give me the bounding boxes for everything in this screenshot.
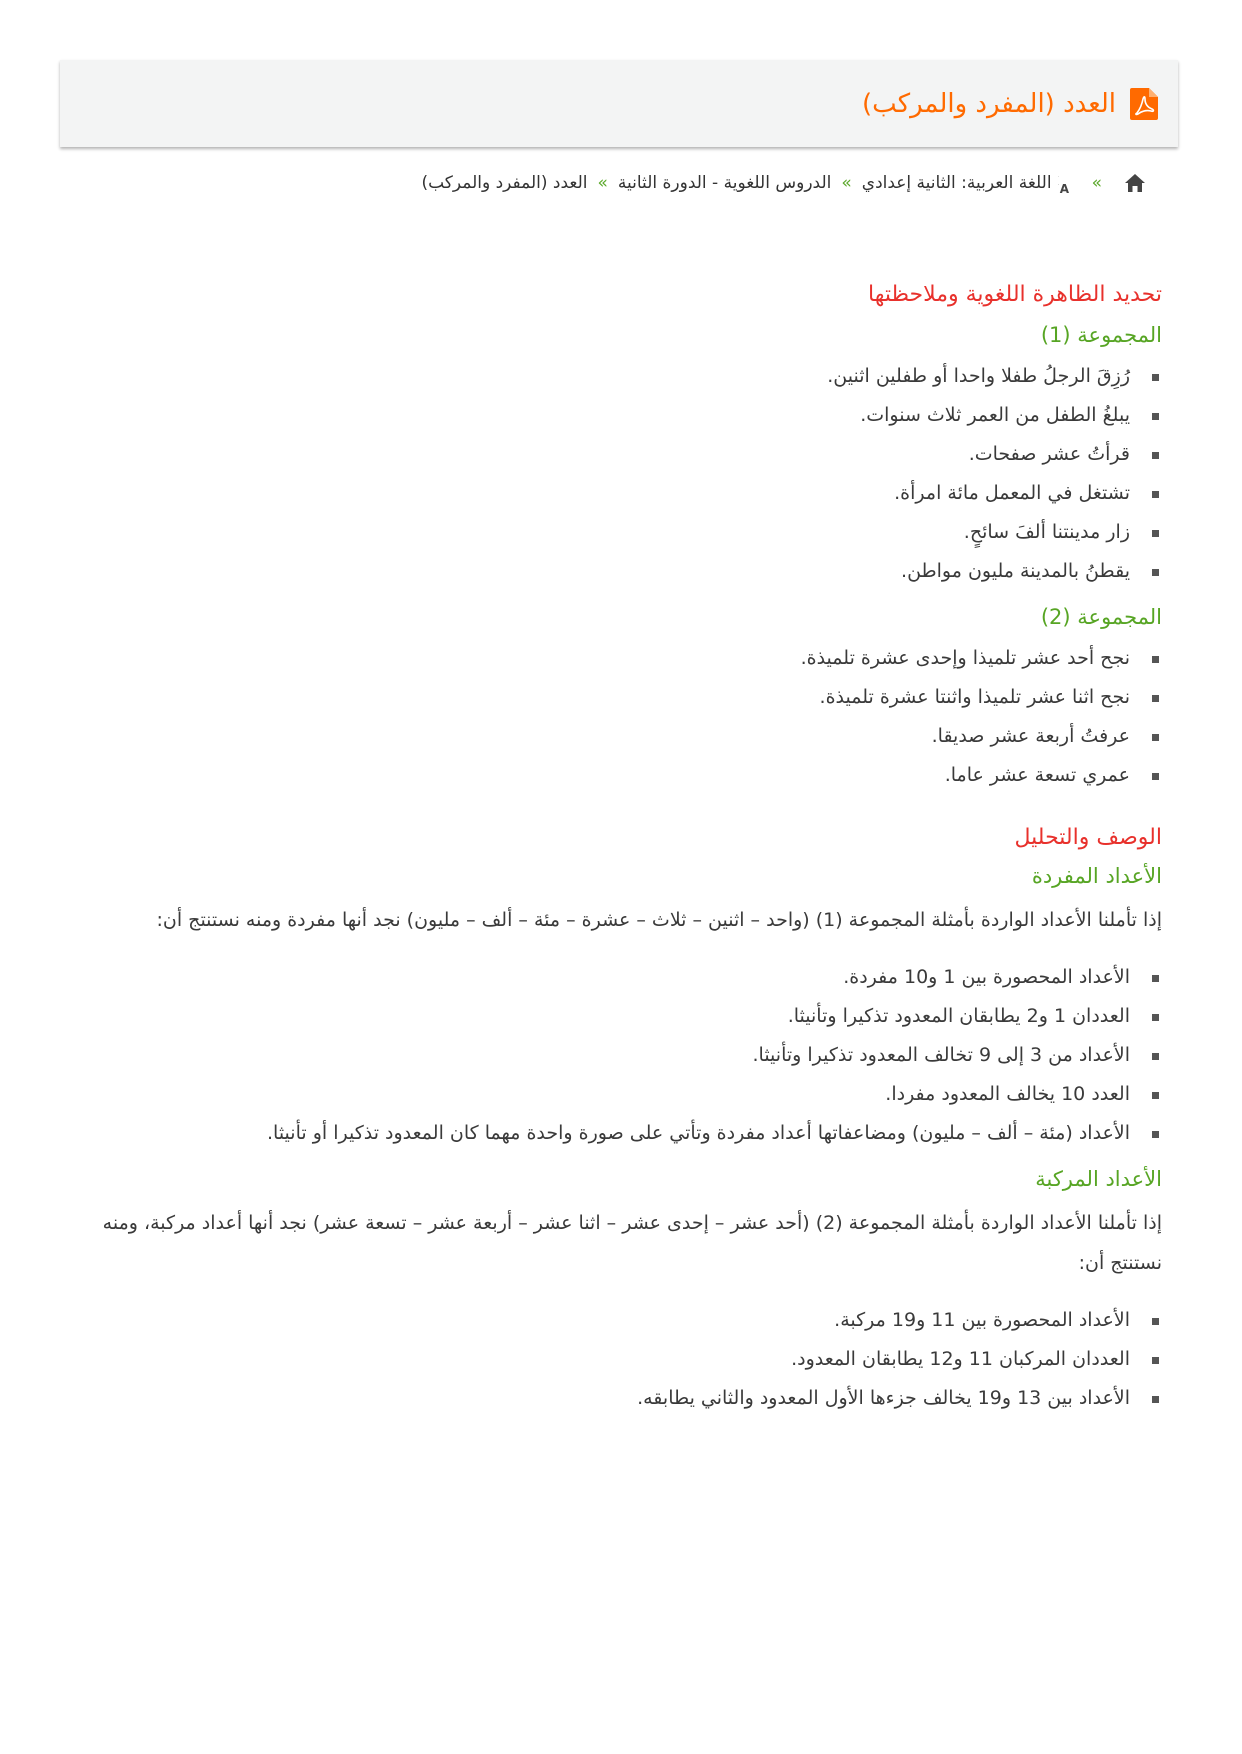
page: [60, 60, 1178, 1418]
group-title: المجموعة (1): [1040, 323, 1162, 347]
list-item: الأعداد بين 13 و19 يخالف جزءها الأول المعدود والثاني يطابقه.: [78, 1379, 1162, 1418]
list-item: يبلغُ الطفل من العمر ثلاث سنوات.: [78, 396, 1162, 435]
svg-text:A: A: [1059, 182, 1069, 194]
group-title: الأعداد المركبة: [1035, 1167, 1162, 1191]
title-bar: [60, 60, 1178, 147]
page-title: العدد (المفرد والمركب): [862, 88, 1116, 119]
section-title: الوصف والتحليل: [1014, 825, 1162, 850]
breadcrumb-current: العدد (المفرد والمركب): [421, 173, 588, 193]
section-title: تحديد الظاهرة اللغوية وملاحظتها: [867, 282, 1162, 307]
list-item: تشتغل في المعمل مائة امرأة.: [78, 474, 1162, 513]
list-item: قرأتُ عشر صفحات.: [78, 435, 1162, 474]
paragraph: إذا تأملنا الأعداد الواردة بأمثلة المجموعة (1) (واحد – اثنين – ثلاث – عشرة – مئة – ألف – مليون) نجد أنها مفردة ومنه نستنتج أن:: [156, 909, 1162, 931]
group-title: المجموعة (2): [1040, 605, 1162, 629]
list-item: رُزِقَ الرجلُ طفلا واحدا أو طفلين اثنين.: [78, 357, 1162, 396]
list-item: زار مدينتنا ألفَ سائحٍ.: [78, 513, 1162, 552]
list-item: عرفتُ أربعة عشر صديقا.: [78, 717, 1162, 756]
list-item: نجح اثنا عشر تلميذا واثنتا عشرة تلميذة.: [78, 678, 1162, 717]
breadcrumb-separator: »: [597, 173, 608, 193]
pdf-icon: [1130, 88, 1158, 120]
list-item: يقطنُ بالمدينة مليون مواطن.: [78, 552, 1162, 591]
list-item: العددان المركبان 11 و12 يطابقان المعدود.: [78, 1340, 1162, 1379]
breadcrumb-link-subject[interactable]: اللغة العربية: الثانية إعدادي: [861, 173, 1052, 193]
examples-list: [78, 357, 1162, 591]
list-item: الأعداد (مئة – ألف – مليون) ومضاعفاتها أعداد مفردة وتأتي على صورة واحدة مهما كان المعدود تذكيرا أو تأنيثا.: [78, 1114, 1162, 1153]
list-item: الأعداد المحصورة بين 11 و19 مركبة.: [78, 1301, 1162, 1340]
list-item: نجح أحد عشر تلميذا وإحدى عشرة تلميذة.: [78, 639, 1162, 678]
lesson-content: [60, 282, 1178, 1418]
breadcrumb: [60, 169, 1178, 197]
examples-list: [78, 639, 1162, 795]
rules-list: [78, 1301, 1162, 1418]
list-item: العدد 10 يخالف المعدود مفردا.: [78, 1075, 1162, 1114]
breadcrumb-separator: »: [1091, 173, 1102, 193]
home-icon[interactable]: [1124, 173, 1146, 193]
list-item: عمري تسعة عشر عاما.: [78, 756, 1162, 795]
paragraph: إذا تأملنا الأعداد الواردة بأمثلة المجموعة (2) (أحد عشر – إحدى عشر – اثنا عشر – أربعة عشر – تسعة عشر) نجد أنها أعداد مركبة، ومنه نستنتج أن:: [102, 1212, 1162, 1274]
list-item: الأعداد المحصورة بين 1 و10 مفردة.: [78, 958, 1162, 997]
breadcrumb-link-lessons[interactable]: الدروس اللغوية - الدورة الثانية: [617, 173, 832, 193]
list-item: العددان 1 و2 يطابقان المعدود تذكيرا وتأنيثا.: [78, 997, 1162, 1036]
translate-icon: [1058, 172, 1082, 194]
list-item: الأعداد من 3 إلى 9 تخالف المعدود تذكيرا وتأنيثا.: [78, 1036, 1162, 1075]
group-title: الأعداد المفردة: [1031, 864, 1162, 888]
breadcrumb-separator: »: [841, 173, 852, 193]
rules-list: [78, 958, 1162, 1153]
